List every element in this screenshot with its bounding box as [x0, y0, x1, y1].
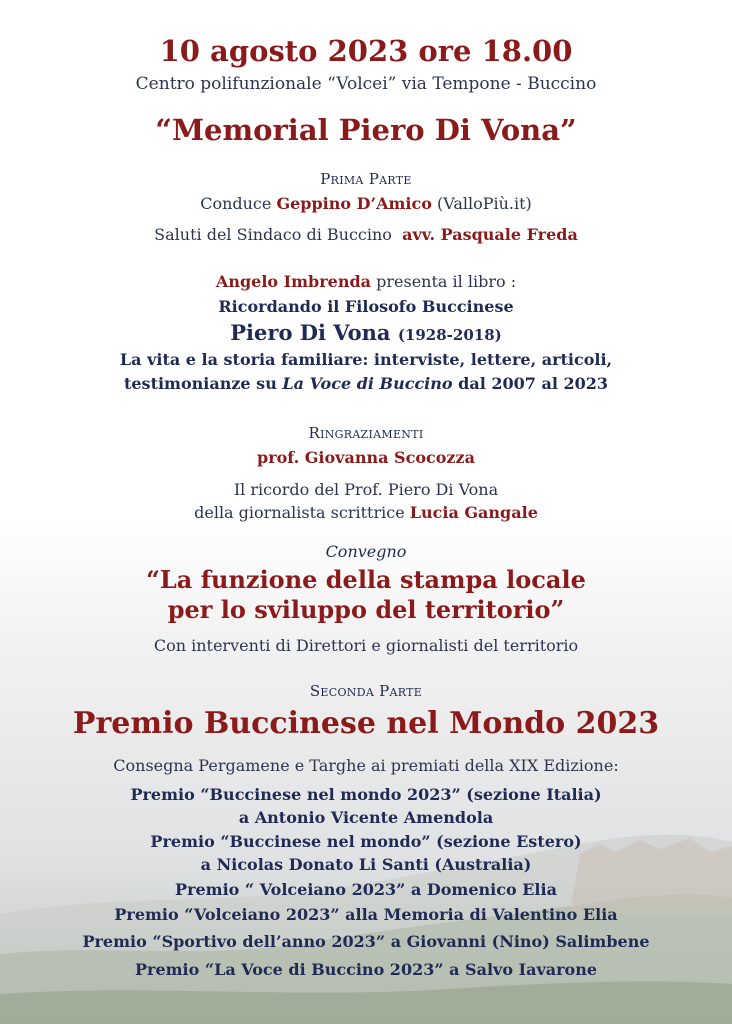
conduce-line	[0, 194, 732, 213]
book-presenter: Angelo Imbrenda	[215, 272, 372, 291]
book-years: (1928-2018)	[397, 326, 502, 344]
thanks-name: prof. Giovanna Scocozza	[257, 448, 475, 467]
memory-line2	[0, 503, 732, 522]
part2-heading: Seconda Parte	[309, 682, 423, 700]
thanks-heading: Ringraziamenti	[308, 424, 424, 442]
saluti-name: avv. Pasquale Freda	[402, 225, 578, 244]
award-line: a Antonio Vicente Amendola	[238, 808, 494, 827]
award-line: Premio “Buccinese nel mondo 2023” (sezione Italia)	[130, 785, 602, 804]
award-line: Premio “La Voce di Buccino 2023” a Salvo Iavarone	[134, 960, 598, 979]
book-line4	[0, 374, 732, 393]
conduce-prefix: Conduce	[200, 194, 272, 213]
premio-intro: Consegna Pergamene e Targhe ai premiati della XIX Edizione:	[113, 756, 619, 775]
award-line: a Nicolas Donato Li Santi (Australia)	[200, 855, 532, 874]
book-line3: La vita e la storia familiare: interviste, lettere, articoli,	[119, 350, 613, 369]
award-line: Premio “ Volceiano 2023” a Domenico Elia	[175, 880, 557, 899]
saluti-prefix: Saluti del Sindaco di Buccino	[154, 225, 392, 244]
event-venue: Centro polifunzionale “Volcei” via Tempone - Buccino	[135, 74, 597, 94]
convegno-title1: “La funzione della stampa locale	[146, 565, 586, 594]
book-name: Piero Di Vona	[230, 320, 391, 345]
premio-title: Premio Buccinese nel Mondo 2023	[72, 706, 660, 741]
book-line4-italic: La Voce di Buccino	[282, 374, 453, 393]
book-line1: Ricordando il Filosofo Buccinese	[218, 297, 514, 316]
award-line: Premio “Buccinese nel mondo” (sezione Estero)	[150, 832, 582, 851]
book-line4-post: dal 2007 al 2023	[458, 374, 608, 393]
memory-line1: Il ricordo del Prof. Piero Di Vona	[233, 480, 499, 499]
book-presenter-line	[0, 272, 732, 291]
memory-line2-name: Lucia Gangale	[409, 503, 538, 522]
convegno-label: Convegno	[325, 542, 407, 561]
memory-line2-pre: della giornalista scrittrice	[194, 503, 405, 522]
award-line: Premio “Sportivo dell’anno 2023” a Giovanni (Nino) Salimbene	[82, 932, 650, 951]
conduce-name: Geppino D’Amico	[276, 194, 432, 213]
book-presents: presenta il libro :	[376, 272, 517, 291]
event-date: 10 agosto 2023 ore 18.00	[159, 34, 573, 68]
book-line4-pre: testimonianze su	[123, 374, 277, 393]
convegno-sub: Con interventi di Direttori e giornalisti del territorio	[153, 636, 579, 655]
book-name-line	[0, 320, 732, 345]
convegno-title2: per lo sviluppo del territorio”	[167, 595, 565, 624]
conduce-suffix: (ValloPiù.it)	[437, 194, 532, 213]
award-line: Premio “Volceiano 2023” alla Memoria di Valentino Elia	[114, 905, 618, 924]
part1-heading: Prima Parte	[320, 170, 412, 188]
memorial-title: “Memorial Piero Di Vona”	[155, 113, 577, 147]
saluti-line	[0, 225, 732, 244]
